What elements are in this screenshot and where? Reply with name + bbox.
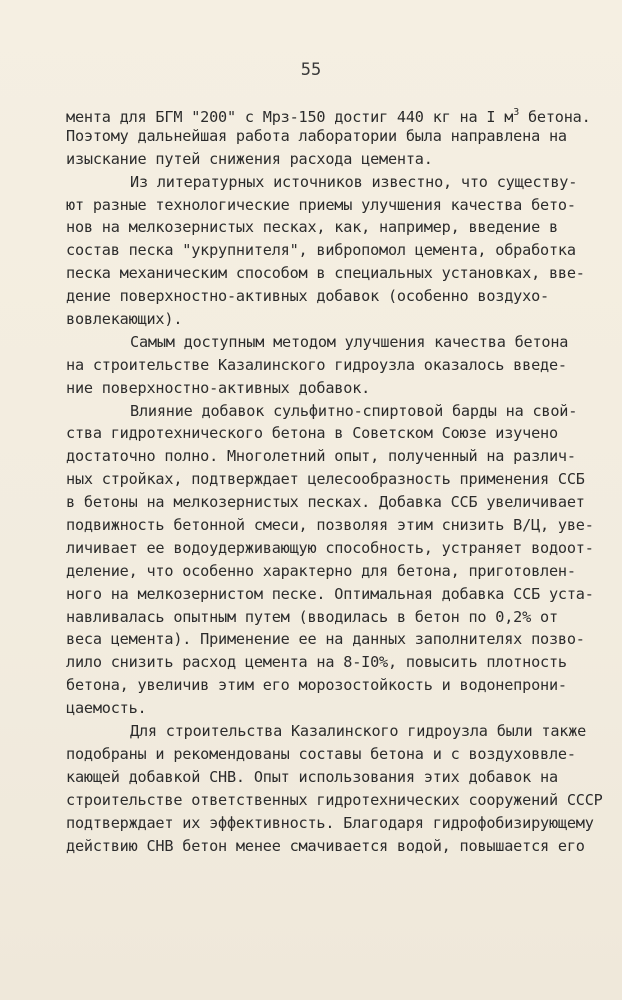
text-line: цаемость. [66, 699, 147, 718]
text-line: ного на мелкозернистом песке. Оптимальная добавка ССБ уста- [66, 584, 594, 603]
text-line: подвижность бетонной смеси, позволяя этим снизить В/Ц, уве- [66, 516, 594, 535]
text-line: подтверждает их эффективность. Благодаря гидрофобизирующему [66, 813, 594, 832]
text-line: нов на мелкозернистых песках, как, например, введение в [66, 218, 558, 237]
text-line: Поэтому дальнейшая работа лаборатории была направлена на [66, 126, 567, 145]
text-line: действию СНВ бетон менее смачивается водой, повышается его [66, 836, 585, 855]
text-line: бетона, увеличив этим его морозостойкость и водонепрони- [66, 676, 567, 695]
text-line: ют разные технологические приемы улучшения качества бето- [66, 195, 576, 214]
text-line: деление, что особенно характерно для бетона, приготовлен- [66, 561, 576, 580]
text-line: дение поверхностно-активных добавок (особенно воздухо- [66, 287, 549, 306]
text-line: строительстве ответственных гидротехнических сооружений СССР [66, 790, 603, 809]
text-line: лило снизить расход цемента на 8-I0%, повысить плотность [66, 653, 567, 672]
text-line: ние поверхностно-активных добавок. [66, 378, 371, 397]
text-fragment: бетона. [519, 108, 591, 126]
paragraph-start: Для строительства Казалинского гидроузла были также [130, 722, 587, 741]
paragraph-start: Из литературных источников известно, что существу- [130, 172, 578, 191]
text-line: ных стройках, подтверждает целесообразность применения ССБ [66, 470, 585, 489]
body-text [66, 102, 603, 857]
page-number: 55 [300, 60, 322, 80]
text-line: веса цемента). Применение ее на данных заполнителях позво- [66, 630, 585, 649]
text-line: на строительстве Казалинского гидроузла оказалось введе- [66, 355, 567, 374]
paragraph-start: Влияние добавок сульфитно-спиртовой барды на свой- [130, 401, 578, 420]
text-line: кающей добавкой СНВ. Опыт использования этих добавок на [66, 767, 558, 786]
text-line: песка механическим способом в специальных установках, вве- [66, 264, 585, 283]
text-line: подобраны и рекомендованы составы бетона и с воздуховвле- [66, 744, 576, 763]
text-line: достаточно полно. Многолетний опыт, полученный на различ- [66, 447, 576, 466]
text-line: в бетоны на мелкозернистых песках. Добавка ССБ увеличивает [66, 493, 585, 512]
text-fragment: мента для БГМ "200" с Мрз-150 достиг 440 кг на I м [66, 108, 514, 126]
text-line: личивает ее водоудерживающую способность, устраняет водоот- [66, 538, 594, 557]
superscript: 3 [513, 107, 520, 118]
paragraph-start: Самым доступным методом улучшения качества бетона [130, 332, 569, 351]
text-line: навливалась опытным путем (вводилась в бетон по 0,2% от [66, 607, 558, 626]
text-line: изыскание путей снижения расхода цемента. [66, 149, 433, 168]
text-line: состав песка "укрупнителя", вибропомол цемента, обработка [66, 241, 576, 260]
text-line [66, 102, 591, 126]
text-line: ства гидротехнического бетона в Советском Союзе изучено [66, 424, 558, 443]
text-line: вовлекающих). [66, 310, 183, 329]
